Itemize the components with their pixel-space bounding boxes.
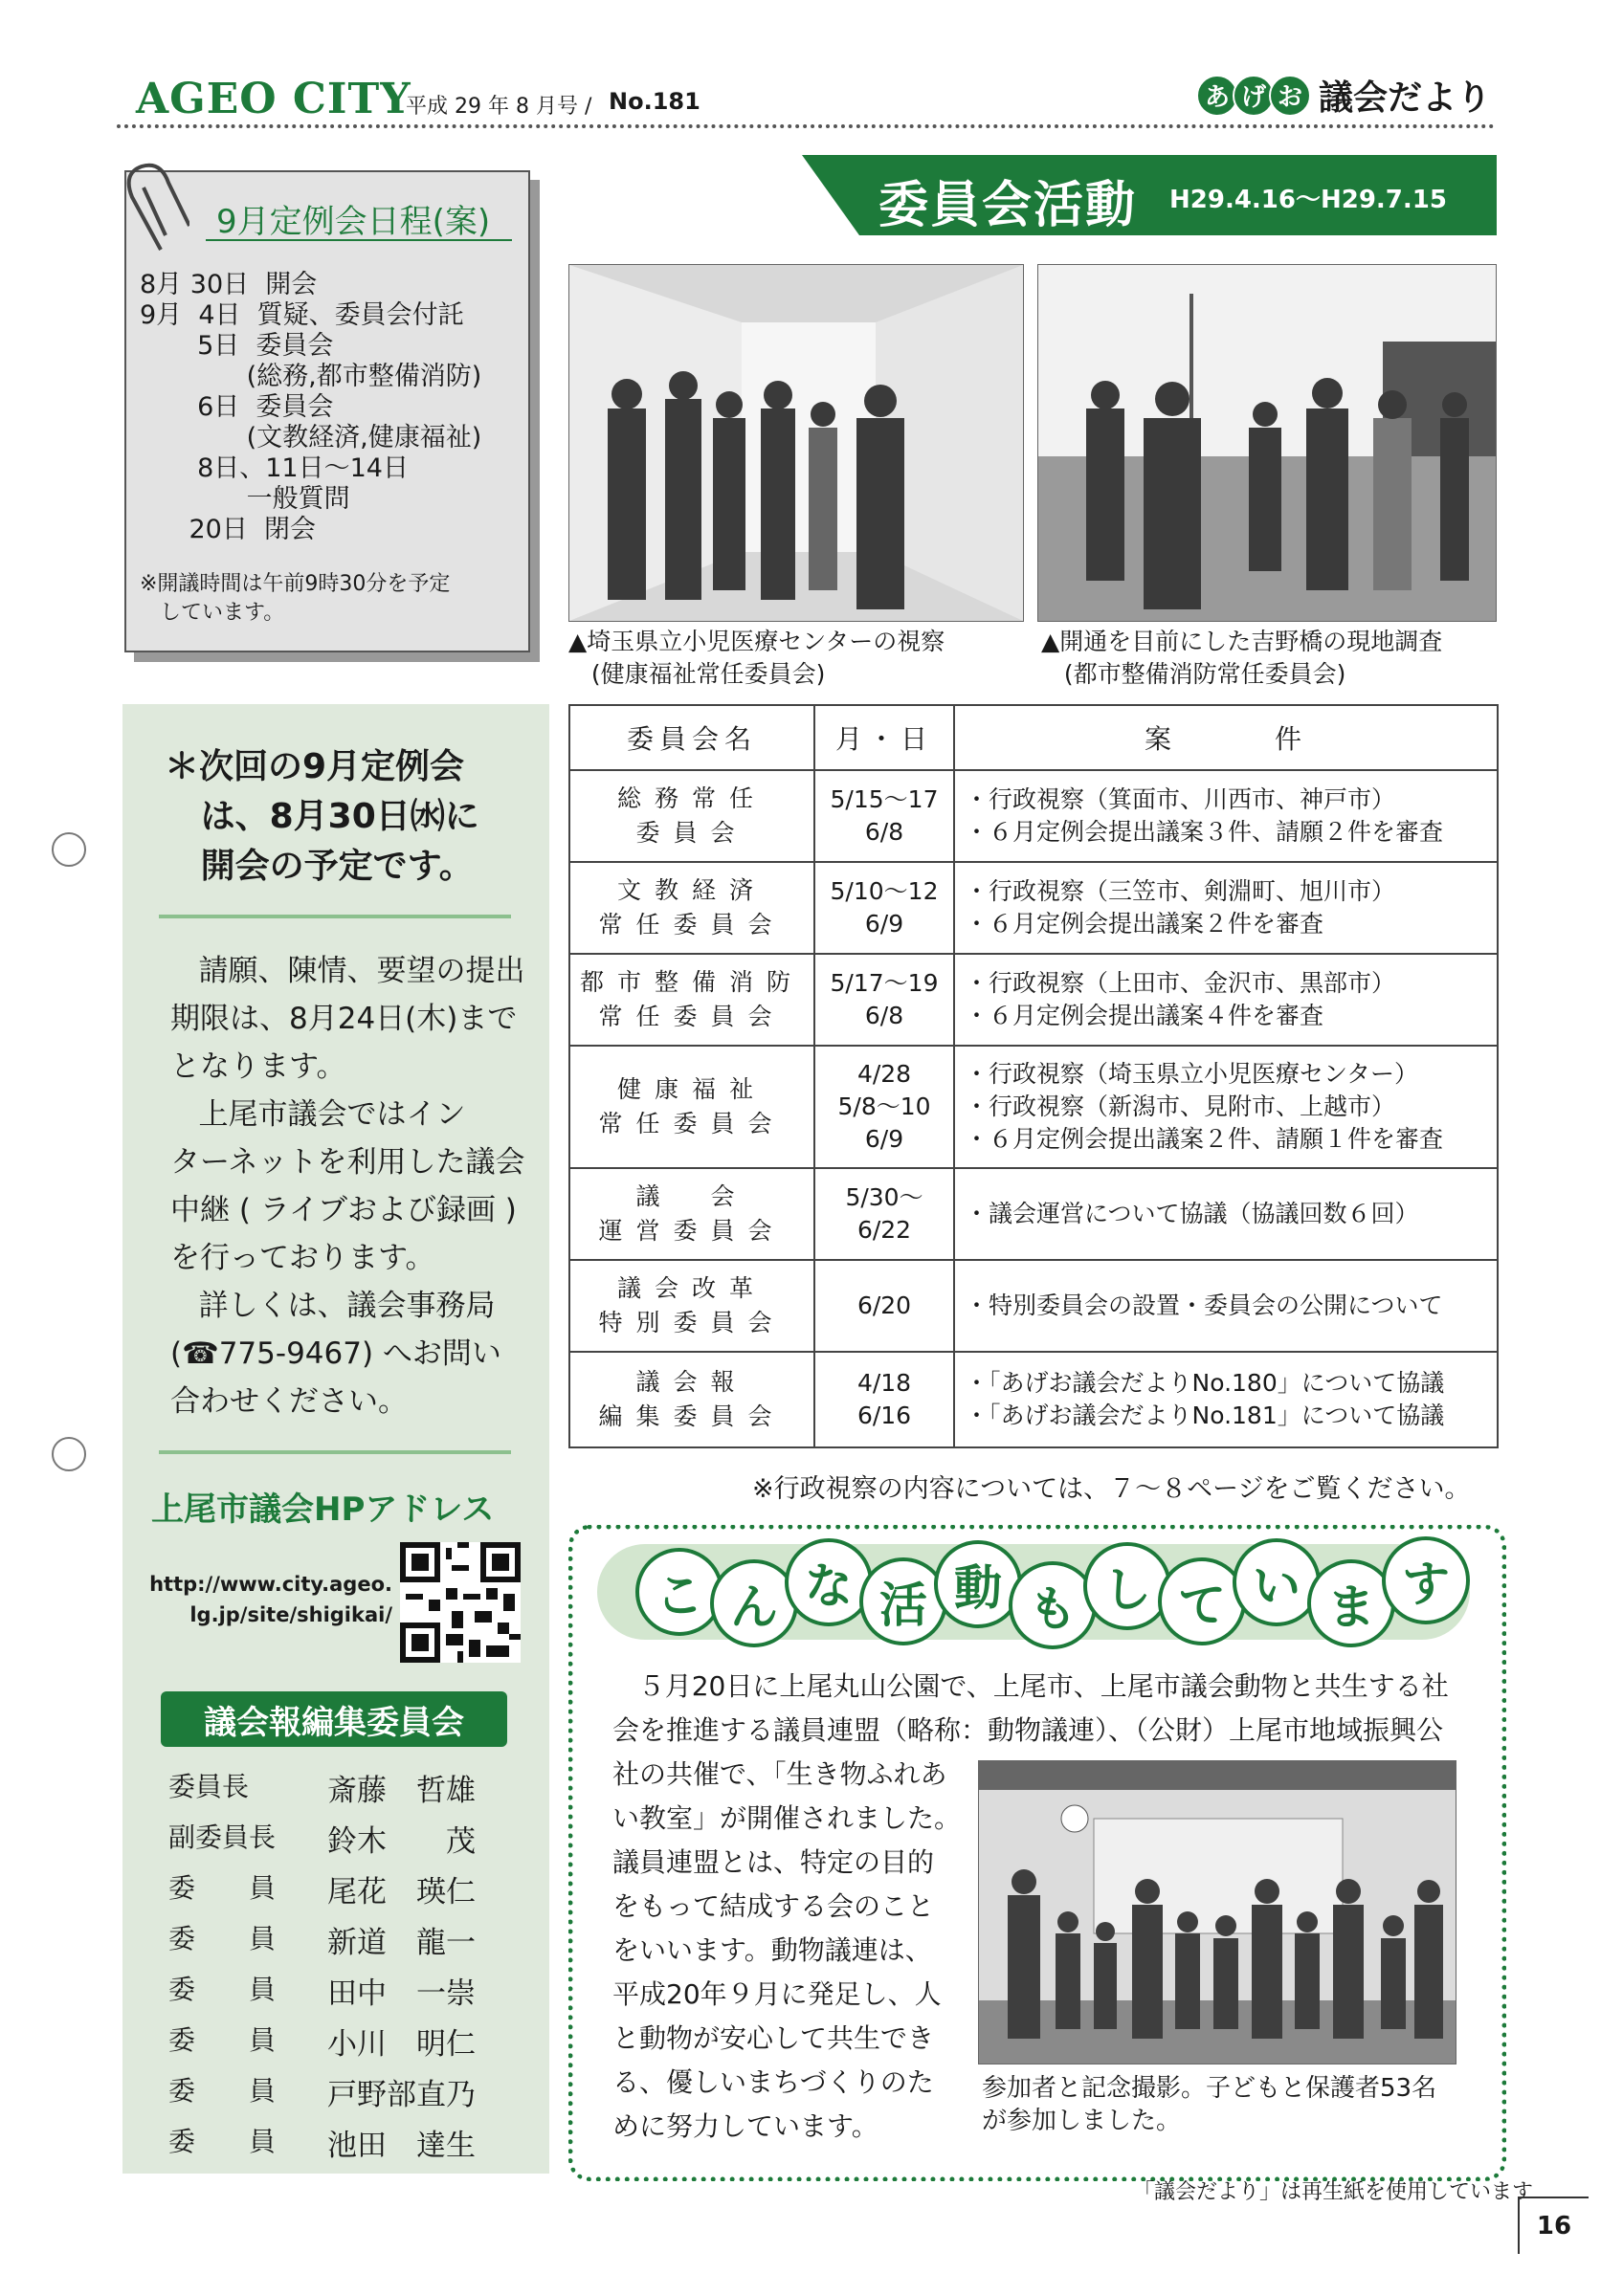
- table-row: [569, 1352, 1498, 1447]
- table-row: [569, 1168, 1498, 1260]
- committee-date: 5/10～12 6/9: [814, 862, 954, 954]
- schedule-list: 8月 30日 開会 9月 4日 質疑、委員会付託 5日 委員会 (総務,都市整備消防) 6日 委員会 (文教経済,健康福祉) 8日、11日～14日 一般質問 20日 閉会: [140, 270, 482, 544]
- activity-title-char: ん: [710, 1559, 798, 1647]
- schedule-title: 9月定例会日程(案): [216, 203, 491, 241]
- newsletter-logo: [1196, 71, 1491, 120]
- table-row: [569, 1046, 1498, 1168]
- city-title: AGEO CITY: [136, 75, 411, 123]
- hp-url[interactable]: http://www.city.ageo. lg.jp/site/shigikai/: [149, 1573, 392, 1626]
- table-header: 案 件: [954, 705, 1498, 770]
- issue-date: 平成 29 年 8 月号 /: [406, 95, 592, 119]
- logo-char: お: [1269, 75, 1311, 117]
- committee-case: ・「あげお議会だよりNo.180」について協議 ・「あげお議会だよりNo.181」について協議: [954, 1352, 1498, 1447]
- member-role: 委 員: [168, 1872, 277, 1904]
- member-name: 田中 一崇: [327, 1976, 476, 2011]
- member-role: 委 員: [168, 1923, 277, 1954]
- activity-title-char: て: [1158, 1557, 1246, 1645]
- committee-date: 5/15～17 6/8: [814, 770, 954, 862]
- table-row: [569, 954, 1498, 1046]
- member-name: 尾花 瑛仁: [327, 1875, 476, 1910]
- page-number: 16: [1518, 2197, 1589, 2254]
- activity-title-char: も: [1009, 1561, 1097, 1649]
- header-divider: [117, 124, 1495, 128]
- activity-text: ５月20日に上尾丸山公園で、上尾市、上尾市議会動物と共生する社 会を推進する議員連盟（略称：動物議連）、（公財）上尾市地域振興公 社の共催で、「生き物ふれあ い教室」が開催されました。 議員連盟とは、特定の目的 をもって結成する会のこと をいいます。動物議連は、 平成20年９月に発足し、人 と動物が安心して共生でき る、優しいまちづくりのた めに努力しています。: [612, 1670, 1449, 2142]
- committee-table: [568, 704, 1499, 1448]
- table-row: [569, 1260, 1498, 1352]
- photo-caption-right: ▲開通を目前にした吉野橋の現地調査 (都市整備消防常任委員会): [1041, 628, 1443, 688]
- committee-name: 議 会 運営委員会: [569, 1168, 814, 1260]
- member-name: 池田 達生: [327, 2129, 476, 2163]
- editorial-committee-title: 議会報編集委員会: [161, 1691, 507, 1747]
- table-header: 月・日: [814, 705, 954, 770]
- panel-divider: [159, 915, 511, 918]
- schedule-note: ※開議時間は午前9時30分を予定 しています。: [140, 572, 451, 625]
- activity-title-char: し: [1083, 1542, 1171, 1630]
- committee-case: ・行政視察（三笠市、剣淵町、旭川市） ・６月定例会提出議案２件を審査: [954, 862, 1498, 954]
- member-role: 委 員: [168, 2126, 277, 2157]
- banner-title: 委員会活動: [878, 177, 1138, 234]
- member-name: 小川 明仁: [327, 2027, 476, 2062]
- committee-name: 議会報 編集委員会: [569, 1352, 814, 1447]
- committee-date: 5/17～19 6/8: [814, 954, 954, 1046]
- committee-case: ・行政視察（埼玉県立小児医療センター） ・行政視察（新潟市、見附市、上越市） ・６月定例会提出議案２件、請願１件を審査: [954, 1046, 1498, 1168]
- table-row: [569, 862, 1498, 954]
- petition-info: 請願、陳情、要望の提出 期限は、8月24日(木)まで となります。 上尾市議会ではイン ターネットを利用した議会 中継 ( ライブおよび録画 ) を行っております。 詳しくは、議会事務局 (☎775-9467) へお問い 合わせください。: [170, 954, 525, 1419]
- table-note: ※行政視察の内容については、７～８ページをご覧ください。: [752, 1474, 1471, 1504]
- table-header: 委員会名: [569, 705, 814, 770]
- member-name: 鈴木 茂: [327, 1824, 476, 1859]
- activity-title-char: な: [785, 1538, 873, 1626]
- committee-case: ・行政視察（箕面市、川西市、神戸市） ・６月定例会提出議案３件、請願２件を審査: [954, 770, 1498, 862]
- committee-name: 都市整備消防 常任委員会: [569, 954, 814, 1046]
- photo-group: [978, 1760, 1456, 2064]
- committee-name: 議会改革 特別委員会: [569, 1260, 814, 1352]
- activity-title-char: い: [1233, 1538, 1321, 1626]
- schedule-title-underline: [206, 239, 512, 241]
- committee-date: 4/28 5/8～10 6/9: [814, 1046, 954, 1168]
- banner-period: H29.4.16～H29.7.15: [1169, 186, 1447, 214]
- paperclip-icon: [122, 159, 189, 254]
- photo-caption-left: ▲埼玉県立小児医療センターの視察 (健康福祉常任委員会): [568, 628, 945, 688]
- member-role: 委員長: [168, 1771, 250, 1802]
- member-name: 戸野部直乃: [327, 2078, 476, 2112]
- committee-name: 文教経済 常任委員会: [569, 862, 814, 954]
- logo-text: 議会だより: [1319, 78, 1492, 118]
- committee-case: ・行政視察（上田市、金沢市、黒部市） ・６月定例会提出議案４件を審査: [954, 954, 1498, 1046]
- group-photo-caption: 参加者と記念撮影。子どもと保護者53名 が参加しました。: [982, 2074, 1437, 2135]
- committee-date: 4/18 6/16: [814, 1352, 954, 1447]
- member-role: 委 員: [168, 2075, 277, 2107]
- committee-date: 6/20: [814, 1260, 954, 1352]
- member-name: 新道 龍一: [327, 1926, 476, 1960]
- committee-case: ・特別委員会の設置・委員会の公開について: [954, 1260, 1498, 1352]
- committee-date: 5/30～ 6/22: [814, 1168, 954, 1260]
- member-role: 委 員: [168, 2024, 277, 2056]
- hp-address-title: 上尾市議会HPアドレス: [151, 1490, 495, 1529]
- logo-char: げ: [1233, 75, 1275, 117]
- next-session-notice: ＊次回の9月定例会 は、8月30日㈬に 開会の予定です。: [165, 747, 479, 886]
- logo-char: あ: [1196, 75, 1238, 117]
- photo-hospital-visit: [568, 264, 1024, 622]
- committee-case: ・議会運営について協議（協議回数６回）: [954, 1168, 1498, 1260]
- photo-bridge-survey: [1037, 264, 1497, 622]
- recycled-paper-note: 「議会だより」は再生紙を使用しています: [1133, 2180, 1534, 2204]
- activity-title-char: す: [1382, 1536, 1470, 1624]
- punch-hole: [52, 1437, 86, 1471]
- issue-number: No.181: [609, 88, 700, 115]
- member-role: 委 員: [168, 1974, 277, 2005]
- activity-title-char: 活: [859, 1557, 947, 1645]
- activity-title-char: こ: [635, 1548, 723, 1636]
- qr-code-icon[interactable]: [400, 1542, 521, 1663]
- member-name: 斎藤 哲雄: [327, 1774, 476, 1808]
- punch-hole: [52, 832, 86, 867]
- activity-title-char: ま: [1307, 1559, 1395, 1647]
- committee-name: 健康福祉 常任委員会: [569, 1046, 814, 1168]
- member-role: 副委員長: [168, 1821, 277, 1853]
- committee-name: 総務常任 委員会: [569, 770, 814, 862]
- panel-divider: [159, 1450, 511, 1454]
- table-header-row: [569, 705, 1498, 770]
- activity-title-char: 動: [934, 1540, 1022, 1628]
- table-row: [569, 770, 1498, 862]
